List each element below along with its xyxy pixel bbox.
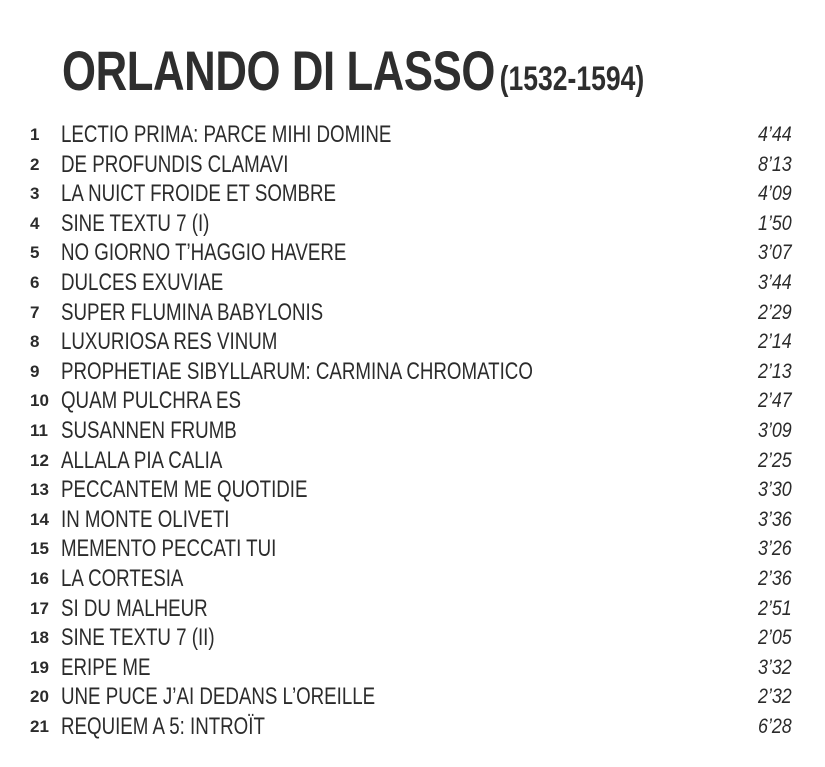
track-row <box>0 328 825 358</box>
track-row <box>0 121 825 151</box>
track-title: DULCES EXUVIAE <box>61 268 224 296</box>
track-duration: 2’05 <box>758 626 792 650</box>
track-row <box>0 565 825 595</box>
track-duration: 2’25 <box>758 448 792 472</box>
track-duration: 3’26 <box>758 537 792 561</box>
track-title: ERIPE ME <box>61 653 151 681</box>
track-number: 12 <box>30 450 49 470</box>
track-title: QUAM PULCHRA ES <box>61 387 241 415</box>
composer-dates: (1532-1594) <box>499 60 645 98</box>
track-number: 17 <box>30 598 49 618</box>
track-title: ALLALA PIA CALIA <box>61 446 223 474</box>
track-number: 14 <box>30 509 49 529</box>
track-number: 18 <box>30 628 49 648</box>
track-title: LUXURIOSA RES VINUM <box>61 328 278 356</box>
track-row <box>0 180 825 210</box>
track-row <box>0 595 825 625</box>
track-duration: 4’44 <box>758 123 792 146</box>
track-duration: 3’07 <box>758 241 792 265</box>
track-title: SINE TEXTU 7 (I) <box>61 209 210 237</box>
track-title: SUSANNEN FRUMB <box>61 416 237 444</box>
track-row <box>0 299 825 329</box>
track-title: MEMENTO PECCATI TUI <box>61 535 277 563</box>
track-number: 19 <box>30 657 49 677</box>
track-number: 11 <box>30 420 48 440</box>
track-number: 1 <box>30 125 40 144</box>
track-title: PROPHETIAE SIBYLLARUM: CARMINA CHROMATICO <box>61 357 533 385</box>
track-number: 13 <box>30 480 49 500</box>
track-title: SI DU MALHEUR <box>61 594 208 622</box>
track-duration: 2’36 <box>758 566 792 590</box>
track-row <box>0 654 825 684</box>
track-duration: 3’09 <box>758 418 792 442</box>
track-title: SINE TEXTU 7 (II) <box>61 624 215 652</box>
track-duration: 8’13 <box>758 152 792 176</box>
track-row <box>0 713 825 743</box>
track-number: 5 <box>30 243 40 263</box>
track-number: 10 <box>30 391 49 411</box>
track-duration: 2’13 <box>758 359 792 383</box>
track-number: 2 <box>30 154 40 174</box>
track-duration: 3’36 <box>758 507 792 531</box>
track-number: 20 <box>30 687 49 707</box>
track-title: PECCANTEM ME QUOTIDIE <box>61 476 308 504</box>
track-row <box>0 239 825 269</box>
track-number: 6 <box>30 272 40 292</box>
track-row <box>0 210 825 240</box>
track-row <box>0 387 825 417</box>
track-row <box>0 506 825 536</box>
track-duration: 2’47 <box>758 389 792 413</box>
track-duration: 2’29 <box>758 300 792 324</box>
track-duration: 3’32 <box>758 655 792 679</box>
track-duration: 2’32 <box>758 685 792 709</box>
track-row <box>0 417 825 447</box>
composer-name: ORLANDO DI LASSO <box>62 39 495 102</box>
track-title: IN MONTE OLIVETI <box>61 505 230 533</box>
track-duration: 6’28 <box>758 714 792 738</box>
track-title: NO GIORNO T’HAGGIO HAVERE <box>61 239 347 267</box>
track-row <box>0 535 825 565</box>
track-row <box>0 476 825 506</box>
track-row <box>0 447 825 477</box>
track-row <box>0 151 825 181</box>
track-list <box>0 121 825 742</box>
track-number: 3 <box>30 184 40 204</box>
track-duration: 4’09 <box>758 182 792 206</box>
track-number: 9 <box>30 361 40 381</box>
track-title: DE PROFUNDIS CLAMAVI <box>61 150 289 178</box>
track-number: 7 <box>30 302 40 322</box>
track-number: 16 <box>30 568 49 588</box>
track-row <box>0 358 825 388</box>
track-title: SUPER FLUMINA BABYLONIS <box>61 298 324 326</box>
track-number: 21 <box>30 716 49 736</box>
track-number: 4 <box>30 213 40 233</box>
track-duration: 3’44 <box>758 270 792 294</box>
track-title: LA NUICT FROIDE ET SOMBRE <box>61 180 336 208</box>
track-duration: 2’14 <box>758 330 792 354</box>
track-title: LECTIO PRIMA: PARCE MIHI DOMINE <box>61 121 392 148</box>
track-number: 15 <box>30 539 49 559</box>
track-duration: 3’30 <box>758 478 792 502</box>
track-row <box>0 683 825 713</box>
track-title: LA CORTESIA <box>61 564 184 592</box>
track-duration: 1’50 <box>758 211 792 235</box>
track-duration: 2’51 <box>758 596 792 620</box>
track-title: REQUIEM A 5: INTROÏT <box>61 712 265 740</box>
track-title: UNE PUCE J’AI DEDANS L’OREILLE <box>61 683 376 711</box>
page-title <box>62 38 644 103</box>
track-number: 8 <box>30 332 40 352</box>
track-row <box>0 269 825 299</box>
track-row <box>0 624 825 654</box>
